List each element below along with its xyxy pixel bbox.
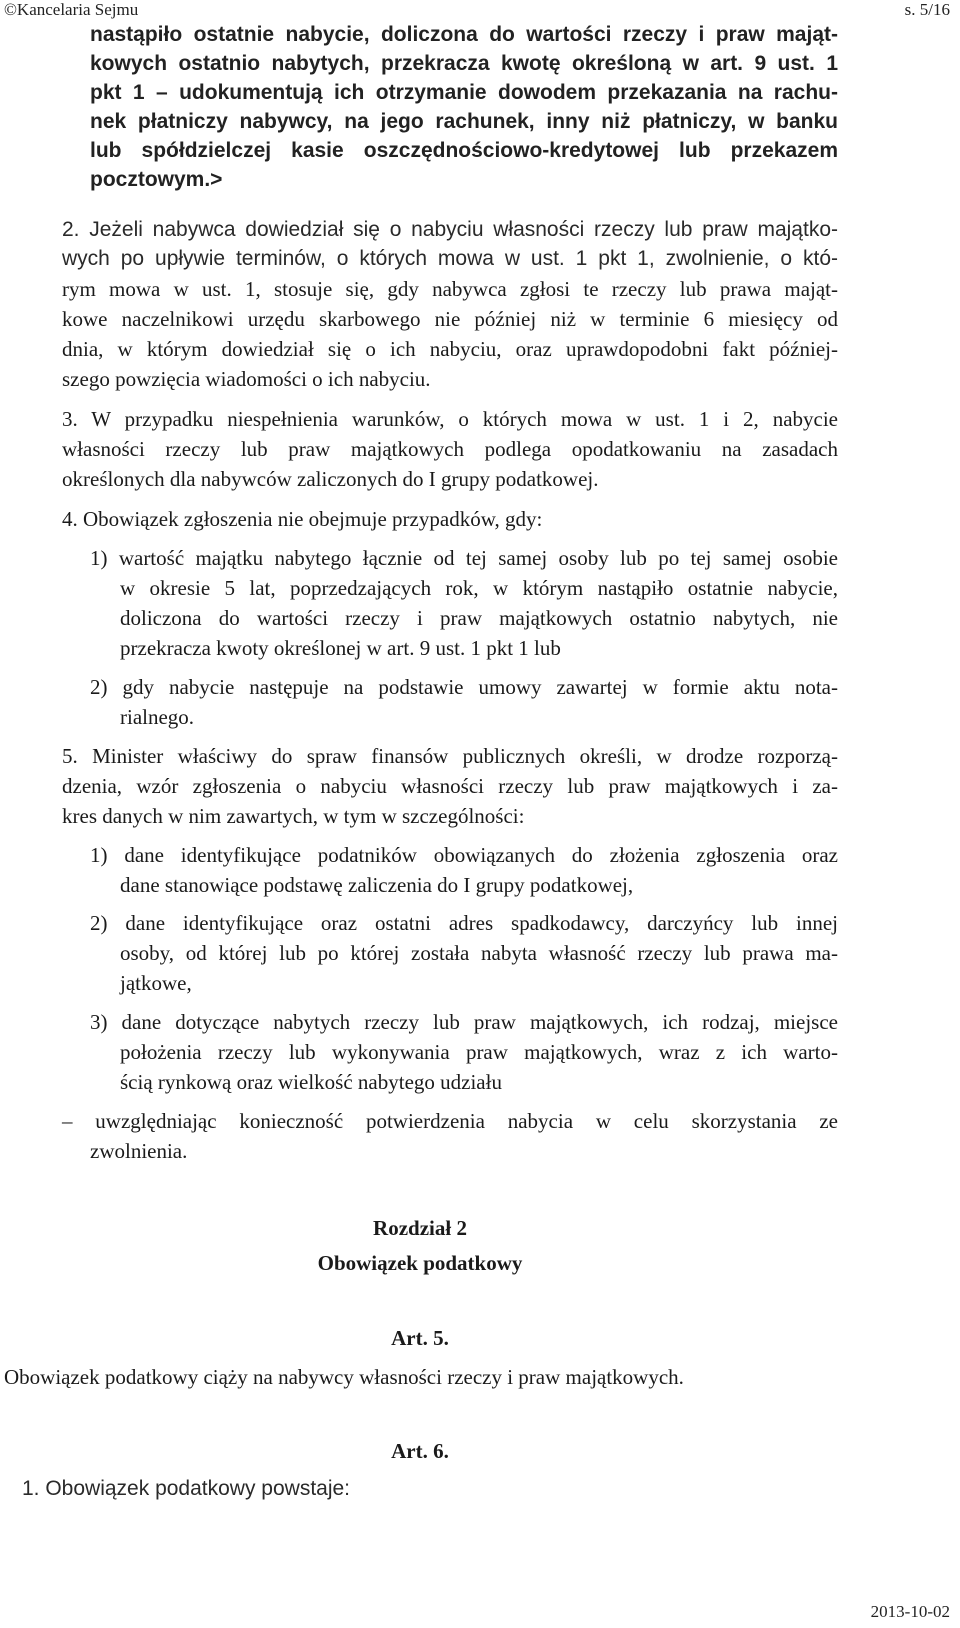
text-line: rialnego. — [120, 705, 195, 729]
text-line: określonych dla nabywców zaliczonych do I grupy podatkowej. — [62, 467, 599, 491]
text-line: dzenia, wzór zgłoszenia o nabyciu własności rzeczy lub praw majątkowych i za- — [62, 774, 838, 798]
text-line: 1) wartość majątku nabytego łącznie od tej samej osoby lub po tej samej osobie — [90, 546, 838, 570]
text-line: dane stanowiące podstawę zaliczenia do I grupy podatkowej, — [120, 873, 634, 897]
text-line: doliczona do wartości rzeczy i praw majątkowych ostatnio nabytych, nie — [120, 606, 838, 630]
text-line: kowe naczelnikowi urzędu skarbowego nie później niż w terminie 6 miesięcy od — [62, 307, 838, 331]
text-line: 2. Jeżeli nabywca dowiedział się o nabyciu własności rzeczy lub praw majątko- — [62, 218, 838, 241]
article-6-heading: Art. 6. — [391, 1439, 449, 1463]
text-line: szego powzięcia wiadomości o ich nabyciu. — [62, 367, 431, 391]
text-line: 3) dane dotyczące nabytych rzeczy lub praw majątkowych, ich rodzaj, miejsce — [90, 1010, 838, 1034]
text-line: nek płatniczy nabywcy, na jego rachunek, inny niż płatniczy, w banku — [90, 110, 838, 133]
text-line: 2) dane identyfikujące oraz ostatni adres spadkodawcy, darczyńcy lub innej — [90, 911, 838, 935]
text-line: położenia rzeczy lub wykonywania praw majątkowych, wraz z ich warto- — [120, 1040, 838, 1064]
footer-date: 2013-10-02 — [870, 1602, 950, 1621]
text-line: własności rzeczy lub praw majątkowych podlega opodatkowaniu na zasadach — [62, 437, 838, 461]
text-line: 3. W przypadku niespełnienia warunków, o których mowa w ust. 1 i 2, nabycie — [62, 407, 838, 431]
text-line: osoby, od której lub po której została nabyta własność rzeczy lub prawa ma- — [120, 941, 838, 965]
text-line: zwolnienia. — [90, 1139, 188, 1163]
text-line: jątkowe, — [120, 971, 192, 995]
text-line: – uwzględniając konieczność potwierdzenia nabycia w celu skorzystania ze — [62, 1109, 838, 1133]
text-line: kowych ostatnio nabytych, przekracza kwotę określoną w art. 9 ust. 1 — [90, 52, 838, 75]
text-line: nastąpiło ostatnie nabycie, doliczona do wartości rzeczy i praw mająt- — [90, 23, 838, 46]
text-line: dnia, w którym dowiedział się o ich nabyciu, oraz uprawdopodobni fakt później- — [62, 337, 838, 361]
text-line: kres danych w nim zawartych, w tym w szczególności: — [62, 804, 525, 828]
text-line: rym mowa w ust. 1, stosuje się, gdy nabywca zgłosi te rzeczy lub prawa mająt- — [62, 277, 838, 301]
article-5-text: Obowiązek podatkowy ciąży na nabywcy własności rzeczy i praw majątkowych. — [4, 1365, 684, 1389]
text-line: 1) dane identyfikujące podatników obowiązanych do złożenia zgłoszenia oraz — [90, 843, 838, 867]
text-line: lub spółdzielczej kasie oszczędnościowo-kredytowej lub przekazem — [90, 139, 838, 162]
paragraph-4: 4. Obowiązek zgłoszenia nie obejmuje przypadków, gdy: — [62, 507, 543, 531]
text-line: pocztowym.> — [90, 168, 223, 191]
text-line: pkt 1 – udokumentują ich otrzymanie dowodem przekazania na rachu- — [90, 81, 838, 104]
text-line: wych po upływie terminów, o których mowa w ust. 1 pkt 1, zwolnienie, o któ- — [62, 247, 838, 270]
header-page-number: s. 5/16 — [904, 0, 950, 19]
chapter-number: Rozdział 2 — [373, 1216, 467, 1240]
text-line: 5. Minister właściwy do spraw finansów publicznych określi, w drodze rozporzą- — [62, 744, 838, 768]
article-6-text: 1. Obowiązek podatkowy powstaje: — [22, 1477, 351, 1500]
text-line: 2) gdy nabycie następuje na podstawie umowy zawartej w formie aktu nota- — [90, 675, 838, 699]
text-line: w okresie 5 lat, poprzedzających rok, w którym nastąpiło ostatnie nabycie, — [120, 576, 838, 600]
header-source: ©Kancelaria Sejmu — [4, 0, 139, 19]
text-line: przekracza kwoty określonej w art. 9 ust. 1 pkt 1 lub — [120, 636, 561, 660]
text-line: ścią rynkową oraz wielkość nabytego udziału — [120, 1070, 502, 1094]
chapter-title: Obowiązek podatkowy — [317, 1251, 523, 1275]
article-5-heading: Art. 5. — [391, 1326, 449, 1350]
